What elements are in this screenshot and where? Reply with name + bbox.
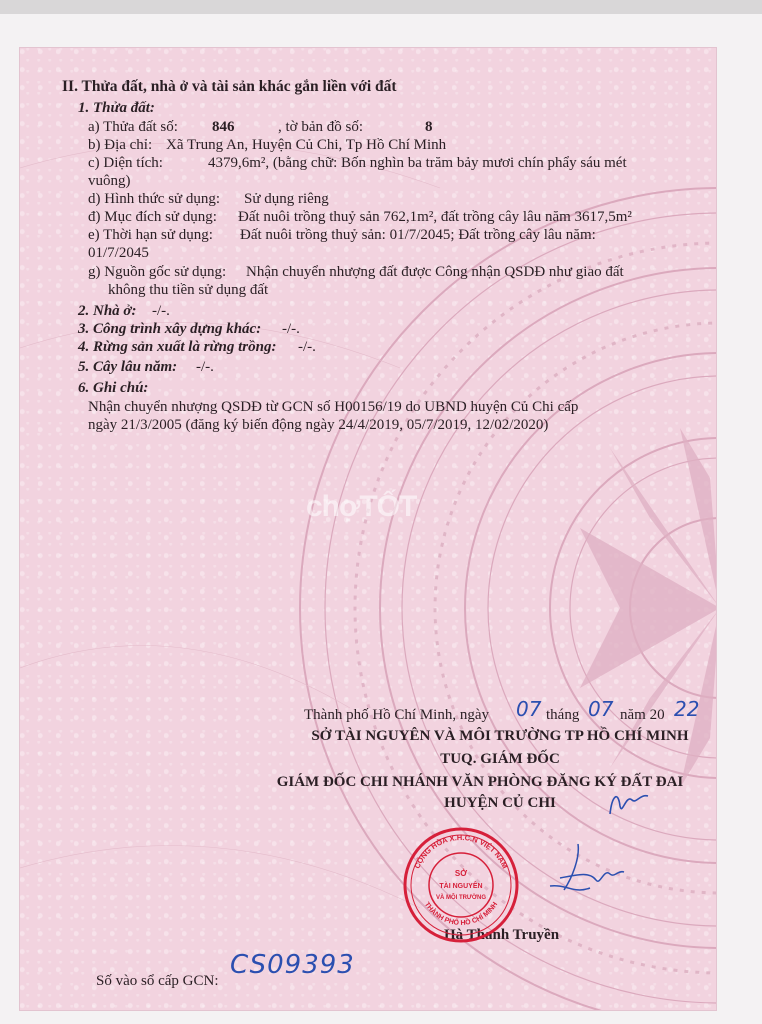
area-value-line2: vuông) <box>88 173 131 189</box>
purpose-value: Đất nuôi trồng thuỷ sản 762,1m², đất trồng cây lâu năm 3617,5m² <box>238 209 632 225</box>
director-title-line1: GIÁM ĐỐC CHI NHÁNH VĂN PHÒNG ĐĂNG KÝ ĐẤT ĐAI <box>276 774 684 790</box>
term-label: e) Thời hạn sử dụng: <box>88 227 213 243</box>
date-year: 22 <box>674 697 700 721</box>
area-label: c) Diện tích: <box>88 155 163 171</box>
usage-form-label: d) Hình thức sử dụng: <box>88 191 221 207</box>
house-value: -/-. <box>152 303 170 319</box>
date-day: 07 <box>516 697 542 721</box>
date-prefix: Thành phố Hồ Chí Minh, ngày <box>304 707 489 723</box>
org-name: SỞ TÀI NGUYÊN VÀ MÔI TRƯỜNG TP HỒ CHÍ MINH <box>311 728 689 744</box>
seal-ring-text: CỘNG HÒA X.H.C.N VIỆT NAM <box>412 832 510 870</box>
construction-heading: 3. Công trình xây dựng khác: <box>78 321 262 337</box>
perennial-heading: 5. Cây lâu năm: <box>78 359 178 375</box>
notes-line1: Nhận chuyển nhượng QSDĐ từ GCN số H00156/19 do UBND huyện Củ Chi cấp <box>88 399 579 415</box>
notes-heading: 6. Ghi chú: <box>78 380 149 396</box>
official-seal <box>402 826 520 944</box>
tuq-title: TUQ. GIÁM ĐỐC <box>440 751 560 767</box>
svg-text:CỘNG HÒA X.H.C.N VIỆT NAM <box>412 833 509 870</box>
certificate-page <box>20 48 716 1010</box>
term-value-line2: 01/7/2045 <box>88 245 149 261</box>
construction-value: -/-. <box>282 321 300 337</box>
seal-line2: TÀI NGUYÊN <box>439 883 483 890</box>
origin-label: g) Nguồn gốc sử dụng: <box>88 264 227 280</box>
signer-name: Hà Thanh Truyền <box>444 927 560 943</box>
parcel-label: a) Thửa đất số: <box>88 119 178 135</box>
forest-heading: 4. Rừng sản xuất là rừng trồng: <box>78 339 277 355</box>
forest-value: -/-. <box>298 339 316 355</box>
address-value: Xã Trung An, Huyện Củ Chi, Tp Hồ Chí Minh <box>166 137 447 153</box>
purpose-label: đ) Mục đích sử dụng: <box>88 209 217 225</box>
watermark: chợTỐT <box>306 490 417 523</box>
section-title: II. Thửa đất, nhà ở và tài sản khác gắn liền với đất <box>62 78 397 95</box>
date-month-label: tháng <box>546 707 580 723</box>
initials-signature <box>604 786 654 822</box>
usage-form-value: Sử dụng riêng <box>244 191 329 207</box>
origin-value-line2: không thu tiền sử dụng đất <box>108 282 269 298</box>
notes-line2: ngày 21/3/2005 (đăng ký biến động ngày 24/4/2019, 05/7/2019, 12/02/2020) <box>88 417 549 433</box>
seal-icon <box>402 826 520 944</box>
term-value-line1: Đất nuôi trồng thuỷ sản: 01/7/2045; Đất trồng cây lâu năm: <box>240 227 596 243</box>
seal-line3: VÀ MÔI TRƯỜNG <box>435 895 487 901</box>
date-month: 07 <box>588 697 614 721</box>
map-label: , tờ bản đồ số: <box>278 119 364 135</box>
seal-line1: SỞ <box>454 869 468 878</box>
seal-bottom-text: THÀNH PHỐ HỒ CHÍ MINH <box>422 901 500 927</box>
director-title-line2: HUYỆN CỦ CHI <box>444 795 556 811</box>
register-label: Số vào sổ cấp GCN: <box>96 973 219 989</box>
address-label: b) Địa chỉ: <box>88 137 153 153</box>
register-number: CS09393 <box>230 950 355 980</box>
origin-value-line1: Nhận chuyển nhượng đất được Công nhận QSDĐ như giao đất <box>246 264 624 280</box>
land-heading: 1. Thửa đất: <box>78 100 155 116</box>
perennial-value: -/-. <box>196 359 214 375</box>
area-value-line1: 4379,6m², (bằng chữ: Bốn nghìn ba trăm bảy mươi chín phẩy sáu mét <box>208 155 627 171</box>
map-number: 8 <box>425 119 433 135</box>
parcel-number: 846 <box>212 119 235 135</box>
top-bar <box>0 0 762 14</box>
svg-text:THÀNH PHỐ HỒ CHÍ MINH <box>423 901 499 927</box>
house-heading: 2. Nhà ở: <box>78 303 137 319</box>
director-signature <box>520 838 630 908</box>
date-year-label: năm 20 <box>620 707 665 723</box>
